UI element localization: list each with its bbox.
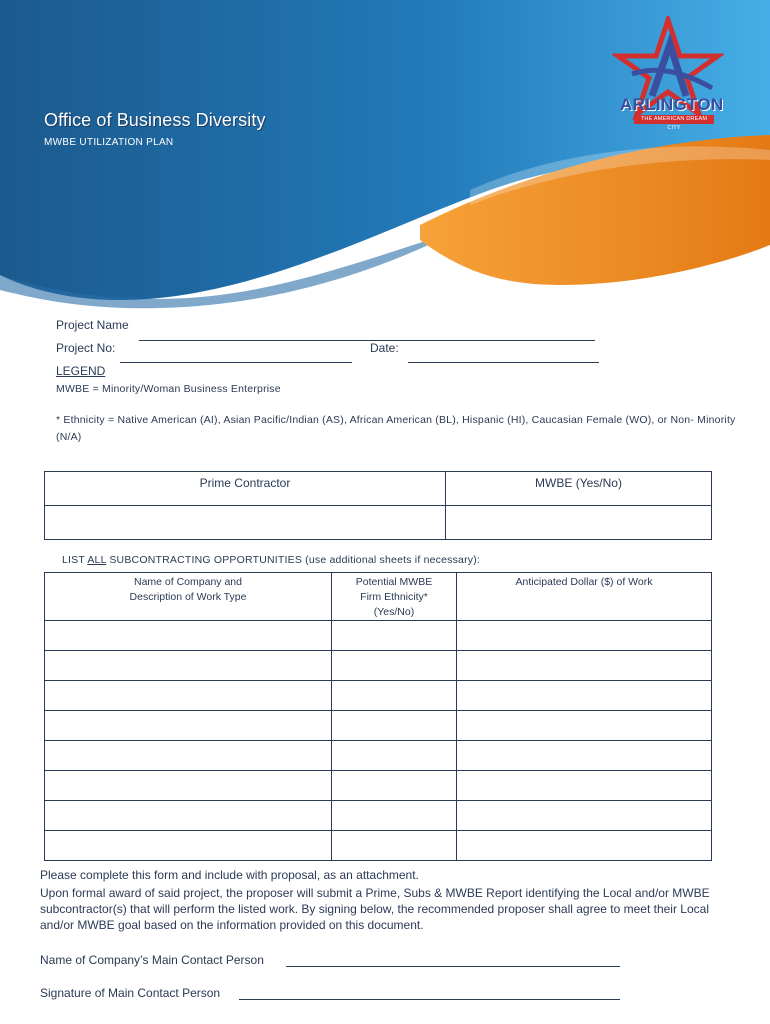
dollar-header (457, 573, 712, 621)
table-row (45, 621, 712, 651)
company-header-line2: Description of Work Type (129, 591, 247, 603)
company-cell[interactable] (45, 651, 332, 681)
attachment-note: Please complete this form and include with proposal, as an attachment. (40, 868, 419, 882)
page-title: Office of Business Diversity (44, 110, 266, 130)
ethnicity-cell[interactable] (332, 771, 457, 801)
ethnicity-cell[interactable] (332, 651, 457, 681)
dollar-cell[interactable] (457, 681, 712, 711)
ethnicity-cell[interactable] (332, 831, 457, 861)
logo-wordmark: ARLINGTON (620, 95, 724, 114)
ethnicity-header-line2: Firm Ethnicity* (360, 591, 428, 603)
ethnicity-cell[interactable] (332, 711, 457, 741)
company-cell[interactable] (45, 681, 332, 711)
company-header-line1: Name of Company and (134, 576, 242, 588)
company-cell[interactable] (45, 711, 332, 741)
dollar-cell[interactable] (457, 621, 712, 651)
prime-contractor-header: Prime Contractor (45, 472, 446, 506)
project-no-label: Project No: (56, 341, 116, 355)
company-cell[interactable] (45, 741, 332, 771)
dollar-header-text: Anticipated Dollar ($) of Work (515, 576, 653, 588)
logo-tagline: THE AMERICAN DREAM CITY (634, 115, 714, 124)
project-no-field[interactable] (120, 362, 352, 363)
ethnicity-cell[interactable] (332, 681, 457, 711)
contact-person-field[interactable] (286, 966, 620, 967)
dollar-cell[interactable] (457, 741, 712, 771)
company-cell[interactable] (45, 621, 332, 651)
subcontracting-heading-prefix: LIST (62, 554, 88, 566)
project-name-label: Project Name (56, 318, 129, 332)
legend-mwbe-definition: MWBE = Minority/Woman Business Enterprise (56, 383, 281, 395)
legend-heading: LEGEND (56, 364, 106, 378)
prime-contractor-table (44, 471, 712, 540)
company-cell[interactable] (45, 801, 332, 831)
table-row (45, 831, 712, 861)
table-row (45, 711, 712, 741)
ethnicity-cell[interactable] (332, 621, 457, 651)
prime-contractor-cell[interactable] (45, 506, 446, 540)
subcontracting-heading-suffix: SUBCONTRACTING OPPORTUNITIES (use additional sheets if necessary): (106, 554, 481, 566)
legend-ethnicity-definition: * Ethnicity = Native American (AI), Asian Pacific/Indian (AS), African American (BL), Hispanic (HI), Caucasian Female (WO), or Non- Minority (N/A) (56, 414, 736, 443)
prime-mwbe-cell[interactable] (446, 506, 712, 540)
company-cell[interactable] (45, 831, 332, 861)
ethnicity-cell[interactable] (332, 741, 457, 771)
ethnicity-cell[interactable] (332, 801, 457, 831)
company-description-header (45, 573, 332, 621)
ethnicity-header-line3: (Yes/No) (373, 606, 415, 618)
date-label: Date: (370, 341, 399, 355)
subcontracting-heading-all: ALL (87, 554, 107, 566)
award-statement: Upon formal award of said project, the proposer will submit a Prime, Subs & MWBE Report identifying the Local and/or MWBE subcontractor(s) that will perform the listed work. By signing below, the recommended proposer shall agree to meet their Local and/or MWBE goal based on the information provided on this document. (40, 886, 710, 932)
table-row (45, 681, 712, 711)
mwbe-yes-no-header: MWBE (Yes/No) (446, 472, 712, 506)
ethnicity-header-line1: Potential MWBE (355, 576, 433, 588)
dollar-cell[interactable] (457, 711, 712, 741)
signature-field[interactable] (239, 999, 620, 1000)
project-name-field[interactable] (139, 340, 595, 341)
signature-label: Signature of Main Contact Person (40, 986, 221, 1000)
subcontracting-heading (62, 554, 480, 566)
page-subtitle: MWBE UTILIZATION PLAN (44, 137, 174, 148)
date-field[interactable] (408, 362, 599, 363)
dollar-cell[interactable] (457, 771, 712, 801)
dollar-cell[interactable] (457, 651, 712, 681)
subcontracting-table (44, 572, 712, 861)
table-row (45, 741, 712, 771)
dollar-cell[interactable] (457, 801, 712, 831)
table-row (45, 801, 712, 831)
table-row (45, 651, 712, 681)
contact-person-label: Name of Company’s Main Contact Person (40, 953, 264, 967)
company-cell[interactable] (45, 771, 332, 801)
dollar-cell[interactable] (457, 831, 712, 861)
table-row (45, 771, 712, 801)
ethnicity-header (332, 573, 457, 621)
